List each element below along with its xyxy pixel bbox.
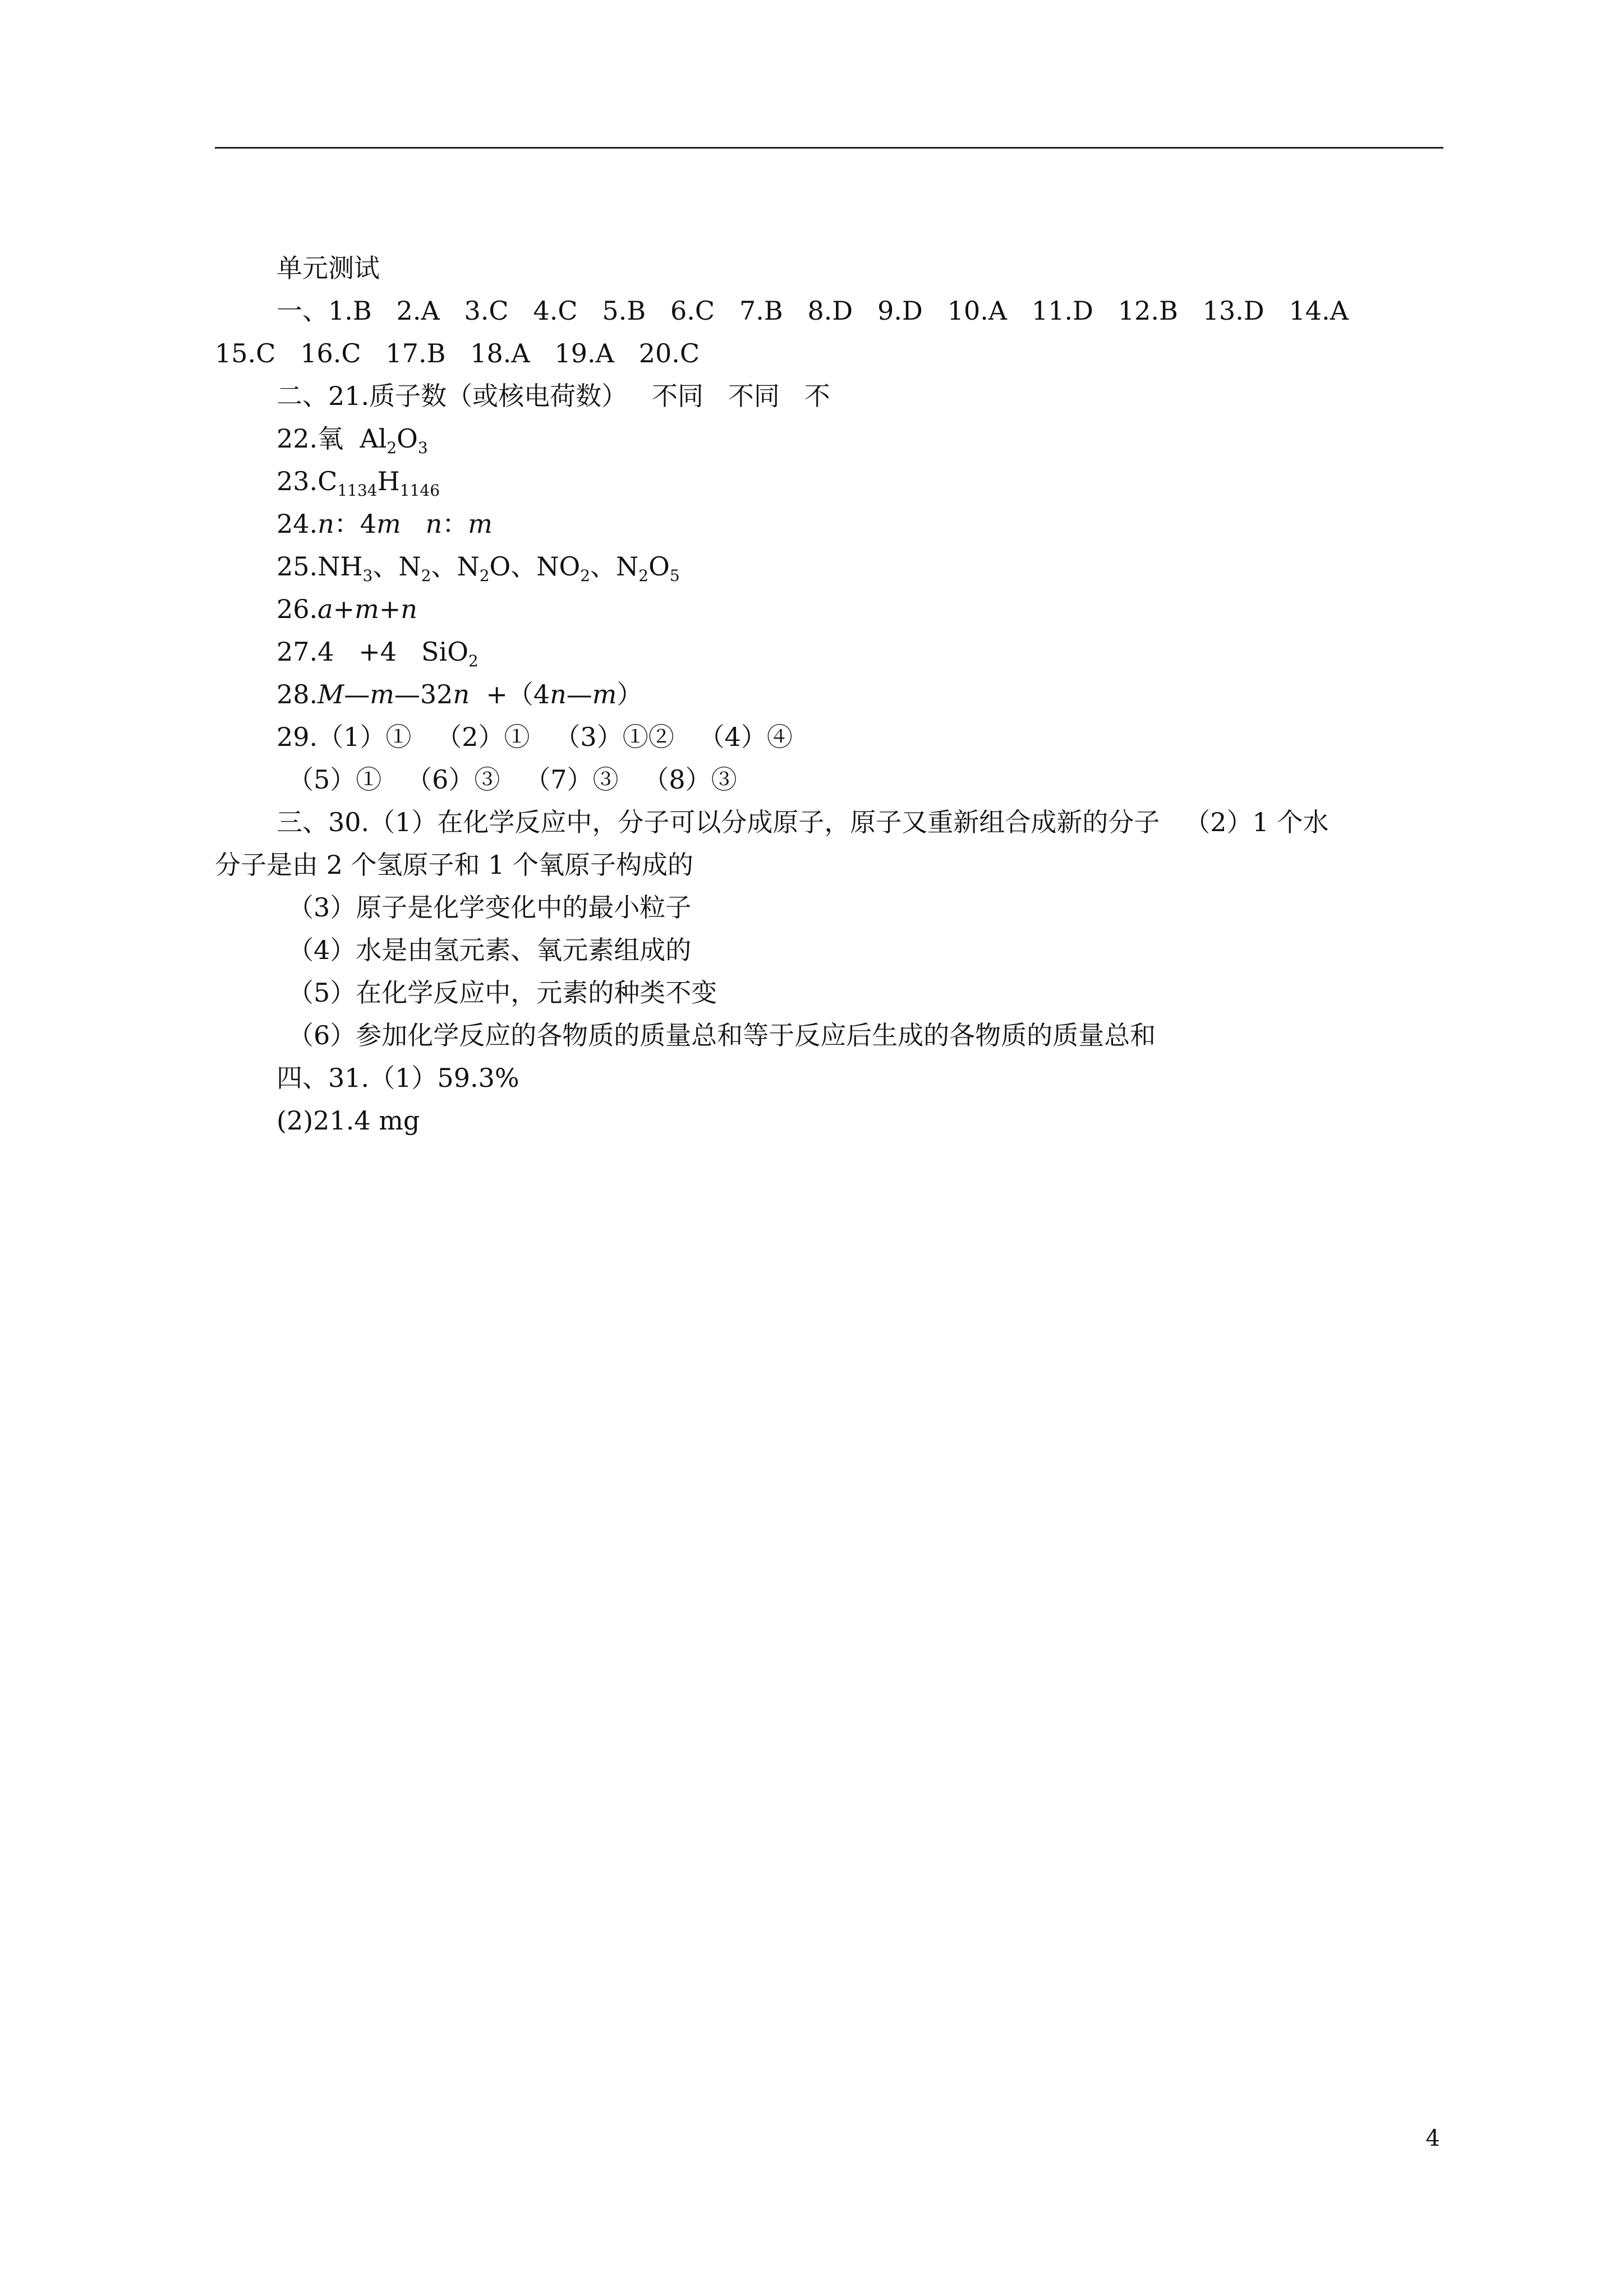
- q31-part2: (2)21.4 mg: [277, 1105, 420, 1136]
- q30-answer-line1: 三、30.（1）在化学反应中，分子可以分成原子，原子又重新组合成新的分子 （2）1 个水: [277, 807, 1329, 837]
- part1-answers-line2: 15.C 16.C 17.B 18.A 19.A 20.C: [215, 338, 700, 368]
- q22-answer: 22.氧 $Al_2O_3$: [277, 423, 428, 457]
- q30-part4: （4）水是由氢元素、氧元素组成的: [288, 935, 692, 965]
- page-number: 4: [1425, 2126, 1440, 2151]
- q23-answer: $23.C_{1134}H_{1146}$: [277, 466, 440, 500]
- section-title: 单元测试: [277, 253, 380, 283]
- q26-answer: 26.a+m+n: [277, 594, 417, 624]
- q31-part1: 四、31.（1）59.3%: [277, 1063, 519, 1093]
- q30-part6: （6）参加化学反应的各物质的质量总和等于反应后生成的各物质的质量总和: [288, 1020, 1156, 1050]
- answer-content: [215, 247, 1443, 1142]
- q24-answer: 24.n：4m n：m: [277, 509, 493, 539]
- part1-answers-line1: 一、1.B 2.A 3.C 4.C 5.B 6.C 7.B 8.D 9.D 10.A 11.D 12.B 13.D 14.A: [277, 296, 1349, 326]
- q30-answer-line2: 分子是由 2 个氢原子和 1 个氧原子构成的: [215, 850, 694, 880]
- header-rule: [215, 147, 1443, 149]
- q29-answer-line1: 29.（1）① （2）① （3）①② （4）④: [277, 722, 793, 752]
- q21-answer: 二、21.质子数（或核电荷数） 不同 不同 不: [277, 381, 830, 411]
- q30-part5: （5）在化学反应中，元素的种类不变: [288, 978, 717, 1008]
- q28-answer: 28.M—m—32n +（4n—m）: [277, 679, 643, 709]
- q27-answer: 27.4 +4 SiO$_2$: [277, 637, 479, 670]
- q29-answer-line2: （5）① （6）③ （7）③ （8）③: [288, 764, 737, 795]
- q25-answer: $25.NH_3$、$N_2$、$N_2O$、$NO_2$、$N_2O_5$: [277, 551, 680, 585]
- q30-part3: （3）原子是化学变化中的最小粒子: [288, 892, 692, 923]
